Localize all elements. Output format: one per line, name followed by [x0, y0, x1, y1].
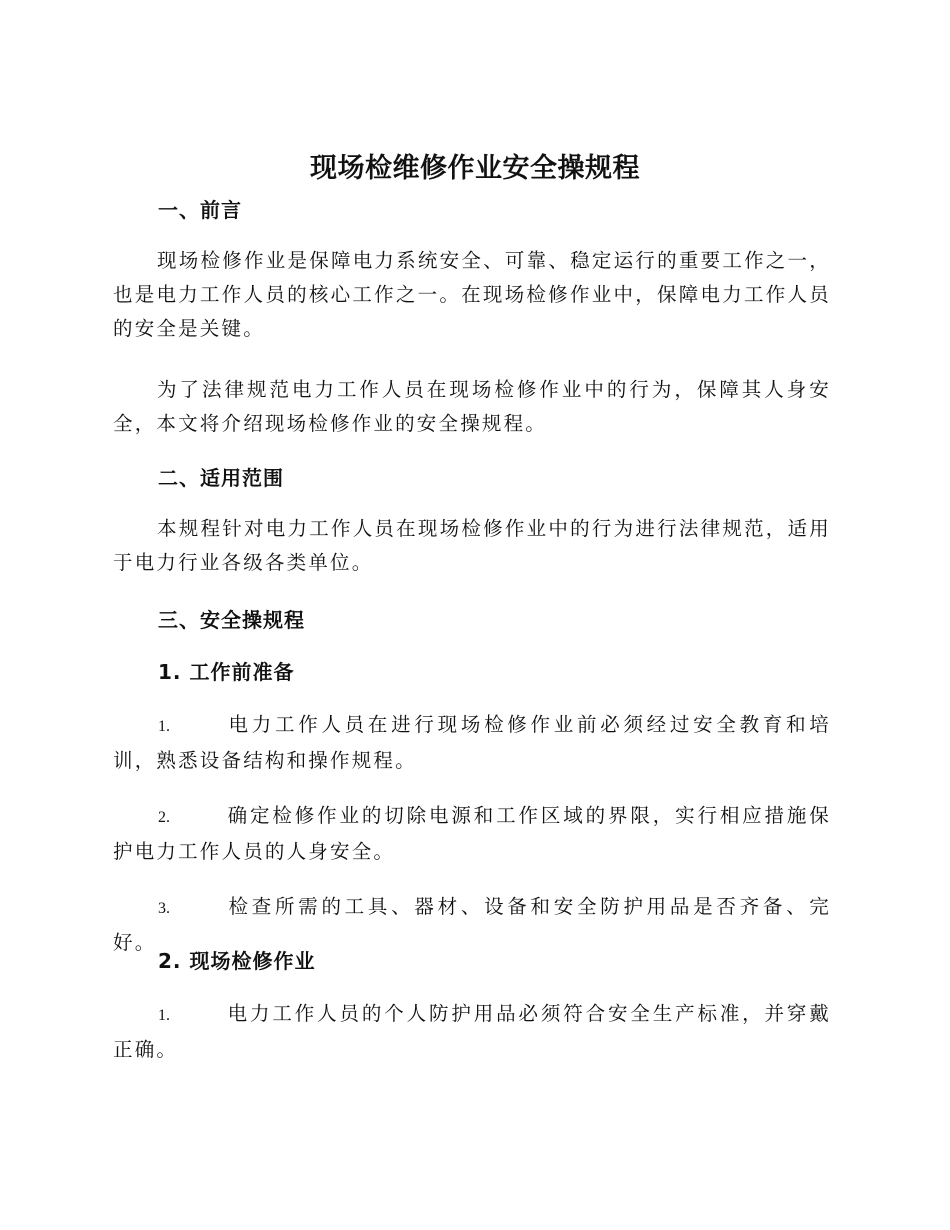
- list-item-text: 检查所需的工具、器材、设备和安全防护用品是否齐备、完好。: [113, 895, 831, 954]
- list-item-text: 电力工作人员的个人防护用品必须符合安全生产标准，并穿戴正确。: [113, 1002, 831, 1061]
- list-item: [113, 799, 831, 869]
- list-item-number: 1.: [158, 1007, 170, 1024]
- list-item-text: 确定检修作业的切除电源和工作区域的界限，实行相应措施保护电力工作人员的人身安全。: [113, 804, 831, 863]
- intro-paragraph-1: 现场检修作业是保障电力系统安全、可靠、稳定运行的重要工作之一，也是电力工作人员的核心工作之一。在现场检修作业中，保障电力工作人员的安全是关键。: [113, 249, 831, 340]
- list-item-number: 1.: [158, 718, 170, 735]
- section-heading-rules: 三、安全操规程: [158, 608, 305, 632]
- scope-paragraph-1: 本规程针对电力工作人员在现场检修作业中的行为进行法律规范，适用于电力行业各级各类单位。: [113, 517, 831, 574]
- intro-paragraph-2: 为了法律规范电力工作人员在现场检修作业中的行为，保障其人身安全，本文将介绍现场检修作业的安全操规程。: [113, 378, 831, 435]
- subsection-heading-onsite-work: 2. 现场检修作业: [158, 949, 316, 973]
- list-item: [113, 708, 831, 778]
- section-heading-scope: 二、适用范围: [158, 466, 284, 490]
- subsection-heading-preparation: 1. 工作前准备: [158, 660, 295, 684]
- section-heading-intro: 一、前言: [158, 198, 242, 222]
- list-item-text: 电力工作人员在进行现场检修作业前必须经过安全教育和培训，熟悉设备结构和操作规程。: [113, 713, 831, 772]
- list-item-number: 3.: [158, 900, 170, 917]
- list-item-number: 2.: [158, 809, 170, 826]
- document-title: 现场检维修作业安全操规程: [310, 153, 640, 184]
- list-item: [113, 997, 831, 1067]
